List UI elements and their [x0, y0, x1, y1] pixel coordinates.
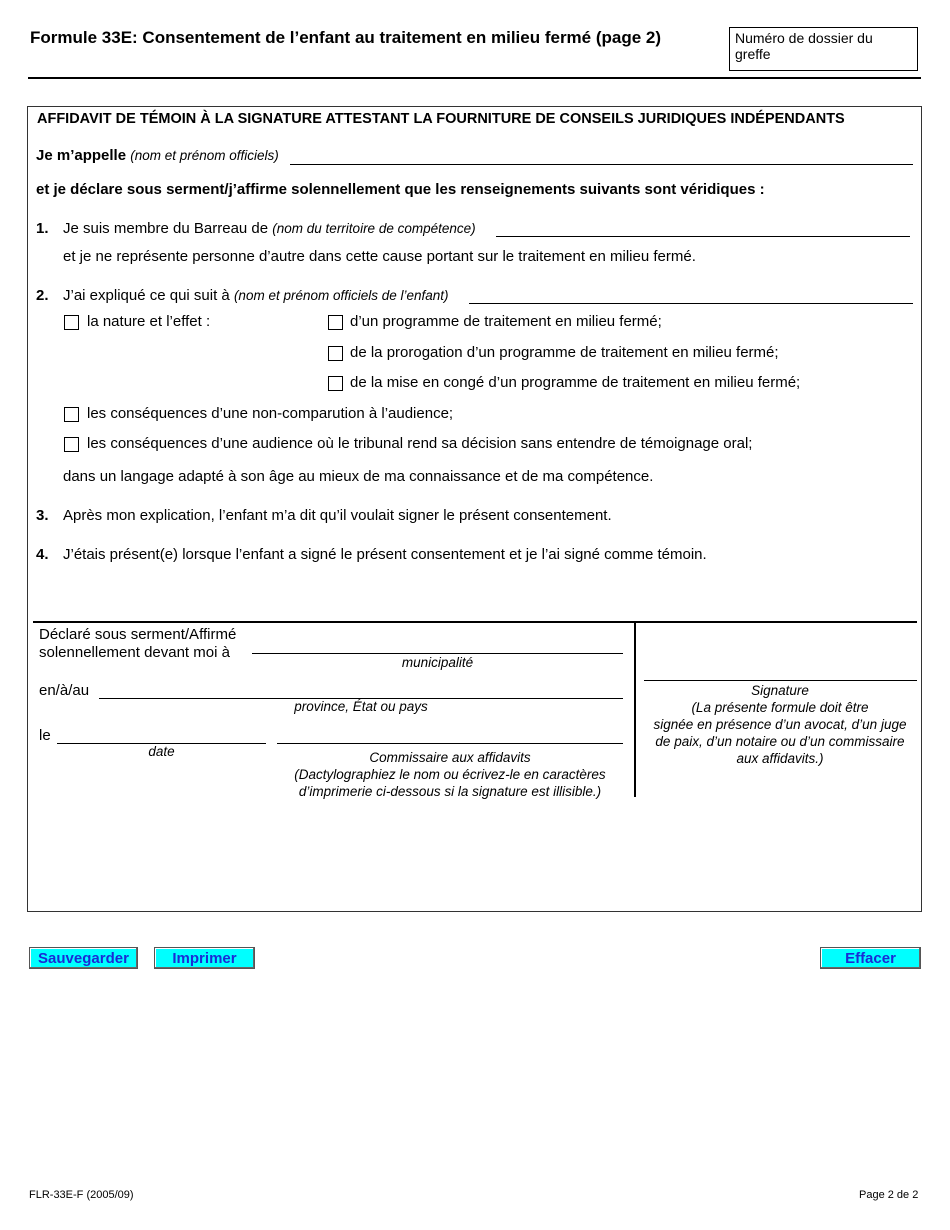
item-3-text: Après mon explication, l’enfant m’a dit qu’il voulait signer le présent consentement. — [63, 507, 612, 524]
header-divider — [28, 77, 921, 79]
commissioner-note-2: d’imprimerie ci-dessous si la signature est illisible.) — [298, 784, 602, 799]
option-discharge-label: de la mise en congé d’un programme de traitement en milieu fermé; — [350, 374, 801, 391]
item-1-hint: (nom du territoire de compétence) — [272, 221, 476, 236]
item-2-hint: (nom et prénom officiels de l’enfant) — [233, 288, 449, 303]
option-discharge-checkbox[interactable] — [328, 376, 343, 391]
item-1-continuation: et je ne représente personne d’autre dans cette cause portant sur le traitement en milieu fermé. — [63, 248, 696, 265]
option-treatment-checkbox[interactable] — [328, 315, 343, 330]
consequence-nonappearance-label: les conséquences d’une non-comparution à l’audience; — [87, 405, 454, 422]
bar-jurisdiction-input[interactable] — [496, 236, 910, 237]
item-1-row — [63, 220, 476, 237]
declaration-text: et je déclare sous serment/j’affirme solennellement que les renseignements suivants sont véridiques : — [36, 181, 765, 198]
consequence-no-oral-evidence-checkbox[interactable] — [64, 437, 79, 452]
option-extension-checkbox[interactable] — [328, 346, 343, 361]
commissioner-note-1: (Dactylographiez le nom ou écrivez-le en caractères — [294, 767, 606, 782]
print-button[interactable]: Imprimer — [154, 947, 255, 969]
nature-effect-checkbox[interactable] — [64, 315, 79, 330]
sworn-line-1: Déclaré sous serment/Affirmé — [39, 626, 237, 643]
affidavit-heading: AFFIDAVIT DE TÉMOIN À LA SIGNATURE ATTESTANT LA FOURNITURE DE CONSEILS JURIDIQUES INDÉPENDANTS — [37, 111, 845, 127]
commissioner-signature-line[interactable] — [277, 743, 623, 744]
municipality-caption: municipalité — [401, 655, 474, 670]
name-hint: (nom et prénom officiels) — [130, 148, 279, 163]
name-label: Je m’appelle — [36, 147, 127, 164]
jurat-divider — [634, 621, 636, 797]
signature-note-2: signée en présence d’un avocat, d’un juge — [653, 717, 907, 732]
item-3-number: 3. — [36, 507, 49, 524]
item-4-number: 4. — [36, 546, 49, 563]
signature-note-3: de paix, d’un notaire ou d’un commissaire — [655, 734, 905, 749]
commissioner-caption: Commissaire aux affidavits — [369, 750, 531, 765]
name-input[interactable] — [290, 164, 913, 165]
location-label: en/à/au — [39, 682, 90, 699]
child-name-input[interactable] — [469, 303, 913, 304]
save-button[interactable]: Sauvegarder — [29, 947, 138, 969]
name-row — [36, 147, 279, 164]
page-number: Page 2 de 2 — [859, 1189, 919, 1201]
court-file-number-label: Numéro de dossier du greffe — [735, 30, 873, 62]
item-2-row — [63, 287, 449, 304]
province-caption: province, État ou pays — [294, 699, 428, 714]
item-4-text: J’étais présent(e) lorsque l’enfant a signé le présent consentement et je l’ai signé comme témoin. — [63, 546, 707, 563]
form-title: Formule 33E: Consentement de l’enfant au traitement en milieu fermé (page 2) — [30, 28, 662, 47]
item-1-text: Je suis membre du Barreau de — [63, 220, 269, 237]
signature-note-1: (La présente formule doit être — [691, 700, 869, 715]
consequence-nonappearance-checkbox[interactable] — [64, 407, 79, 422]
signature-note-4: aux affidavits.) — [736, 751, 824, 766]
sworn-line-2: solennellement devant moi à — [39, 644, 230, 661]
signature-caption: Signature — [751, 683, 809, 698]
item-1-number: 1. — [36, 220, 49, 237]
item-2-number: 2. — [36, 287, 49, 304]
municipality-input[interactable] — [252, 653, 623, 654]
court-file-number-field[interactable] — [729, 27, 918, 71]
nature-effect-label: la nature et l’effet : — [87, 313, 211, 330]
jurat-top-rule — [33, 621, 917, 623]
item-2-text: J’ai expliqué ce qui suit à — [63, 287, 230, 304]
form-code: FLR-33E-F (2005/09) — [29, 1189, 134, 1201]
signature-line[interactable] — [644, 680, 917, 681]
consequence-no-oral-evidence-label: les conséquences d’une audience où le tribunal rend sa décision sans entendre de témoignage oral; — [87, 435, 753, 452]
date-label: le — [39, 727, 51, 744]
date-caption: date — [148, 744, 175, 759]
clear-button[interactable]: Effacer — [820, 947, 921, 969]
option-treatment-label: d’un programme de traitement en milieu fermé; — [350, 313, 662, 330]
item-2-closing: dans un langage adapté à son âge au mieux de ma connaissance et de ma compétence. — [63, 468, 654, 485]
option-extension-label: de la prorogation d’un programme de traitement en milieu fermé; — [350, 344, 779, 361]
